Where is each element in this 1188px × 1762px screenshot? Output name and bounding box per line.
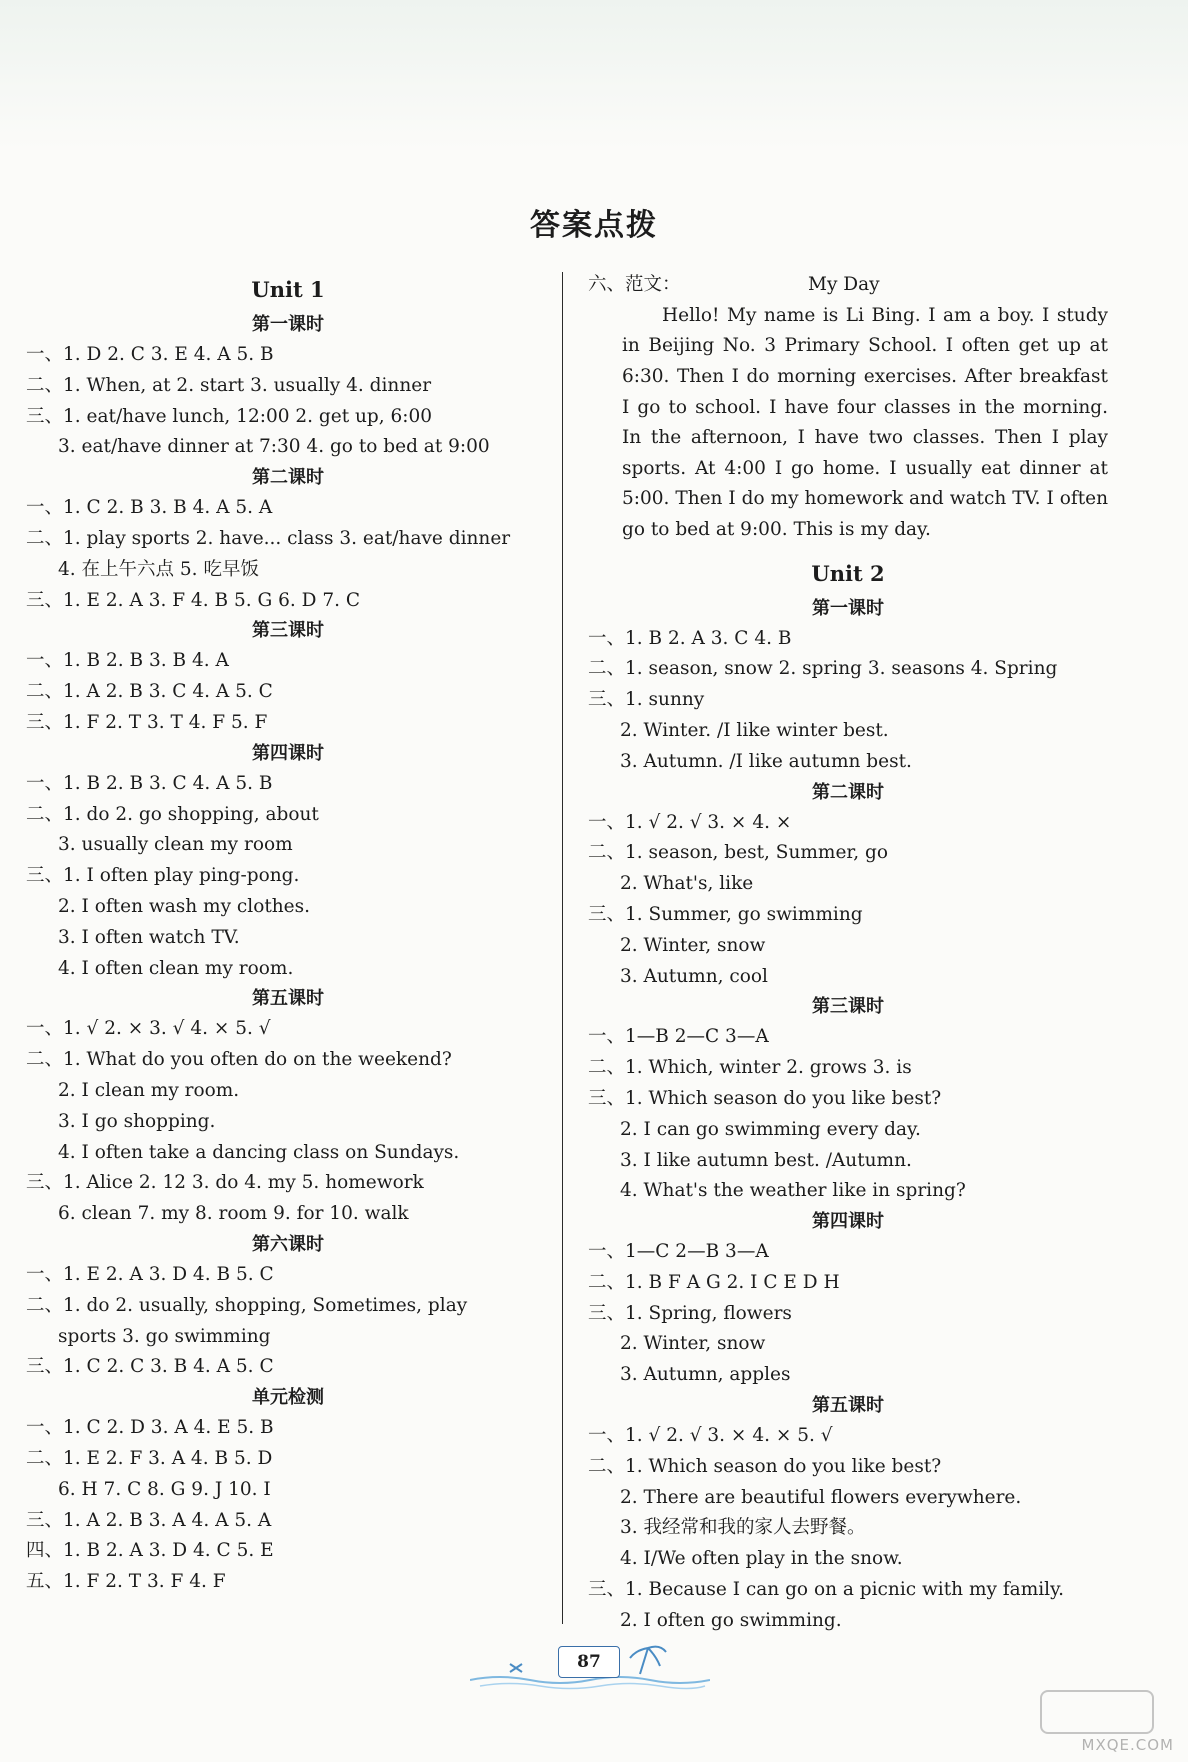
unit-heading: Unit 2 — [811, 560, 885, 586]
answer-line: 4. I/We often play in the snow. — [620, 1548, 903, 1570]
answer-line: 三、1. sunny — [588, 689, 705, 711]
answer-line: 三、1. eat/have lunch, 12:00 2. get up, 6:00 — [26, 405, 433, 427]
essay-label: 六、范文： — [588, 274, 681, 295]
watermark-logo-icon — [1040, 1690, 1154, 1734]
answer-line: 三、1. Alice 2. 12 3. do 4. my 5. homework — [26, 1172, 424, 1194]
answer-line: 一、1. C 2. B 3. B 4. A 5. A — [26, 497, 273, 519]
answer-line: 四、1. B 2. A 3. D 4. C 5. E — [26, 1540, 274, 1562]
answer-line: 二、1. E 2. F 3. A 4. B 5. D — [26, 1447, 273, 1469]
answer-line: 4. What's the weather like in spring? — [620, 1180, 966, 1202]
answer-line: 二、1. season, snow 2. spring 3. seasons 4. Spring — [588, 658, 1058, 680]
answer-line: 三、1. Summer, go swimming — [588, 903, 863, 925]
answer-line: 三、1. E 2. A 3. F 4. B 5. G 6. D 7. C — [26, 589, 361, 611]
answer-line: 二、1. What do you often do on the weekend? — [26, 1049, 452, 1071]
essay-heading — [588, 270, 1108, 301]
answer-line: 一、1. √ 2. × 3. √ 4. × 5. √ — [26, 1018, 271, 1040]
answer-line: sports 3. go swimming — [58, 1325, 271, 1347]
answer-line: 2. Winter, snow — [620, 1333, 766, 1355]
answer-line: 3. I often watch TV. — [58, 926, 240, 948]
answer-line: 4. I often clean my room. — [58, 957, 294, 979]
page-number: 87 — [558, 1646, 620, 1678]
answer-line: 三、1. A 2. B 3. A 4. A 5. A — [26, 1509, 272, 1531]
column-divider — [562, 272, 563, 1624]
answer-line: 三、1. Spring, flowers — [588, 1302, 792, 1324]
answer-line: 一、1—C 2—B 3—A — [588, 1241, 769, 1263]
answer-line: 4. 在上午六点 5. 吃早饭 — [58, 558, 259, 580]
answer-line: 2. I can go swimming every day. — [620, 1118, 921, 1140]
unit-2-answers — [588, 554, 1108, 1637]
lesson-heading: 第四课时 — [252, 742, 324, 764]
answer-line: 一、1. B 2. B 3. B 4. A — [26, 650, 229, 672]
answer-line: 一、1. B 2. A 3. C 4. B — [588, 627, 792, 649]
answer-line: 三、1. I often play ping-pong. — [26, 865, 300, 887]
lesson-heading: 第六课时 — [252, 1233, 324, 1255]
answer-line: 2. Winter, snow — [620, 934, 766, 956]
answer-line: 一、1. E 2. A 3. D 4. B 5. C — [26, 1263, 274, 1285]
answer-line: 2. I often wash my clothes. — [58, 895, 310, 917]
answer-line: 二、1. do 2. go shopping, about — [26, 803, 319, 825]
watermark — [1024, 1690, 1174, 1754]
answer-line: 一、1. √ 2. √ 3. × 4. × — [588, 811, 792, 833]
unit-heading: Unit 1 — [251, 277, 325, 302]
answer-line: 2. Winter. /I like winter best. — [620, 719, 889, 741]
answer-line: 一、1. D 2. C 3. E 4. A 5. B — [26, 344, 274, 365]
answer-line: 2. There are beautiful flowers everywhere. — [620, 1486, 1022, 1508]
answer-line: 3. 我经常和我的家人去野餐。 — [620, 1517, 866, 1539]
lesson-heading: 第一课时 — [812, 597, 884, 619]
watermark-text: MXQE.COM — [1081, 1736, 1174, 1754]
answer-line: 二、1. do 2. usually, shopping, Sometimes, play — [26, 1294, 468, 1316]
answer-line: 6. H 7. C 8. G 9. J 10. I — [58, 1478, 271, 1500]
answer-line: 二、1. When, at 2. start 3. usually 4. dinner — [26, 374, 432, 396]
answer-line: 6. clean 7. my 8. room 9. for 10. walk — [58, 1203, 409, 1225]
lesson-heading: 第四课时 — [812, 1211, 884, 1233]
answer-line: 3. Autumn, cool — [620, 965, 768, 987]
answer-line: 二、1. Which season do you like best? — [588, 1455, 942, 1477]
left-column — [26, 270, 550, 1598]
answer-line: 二、1. season, best, Summer, go — [588, 842, 888, 864]
answer-line: 4. I often take a dancing class on Sundays. — [58, 1141, 460, 1163]
answer-line: 五、1. F 2. T 3. F 4. F — [26, 1571, 226, 1593]
lesson-heading: 第三课时 — [252, 620, 324, 642]
answer-line: 3. Autumn. /I like autumn best. — [620, 750, 912, 772]
essay-text: Hello! My name is Li Bing. I am a boy. I study in Beijing No. 3 Primary School. I often get up at 6:30. Then I do morning exercises. After breakfast I go to school. I have four classes in the morning. In the afternoon, I have two classes. Then I play sports. At 4:00 I go home. I usually eat dinner at 5:00. Then I do my homework and watch TV. I often go to bed at 9:00. This is my day. — [622, 304, 1108, 540]
lesson-heading: 第二课时 — [812, 781, 884, 803]
page-footer — [470, 1636, 710, 1692]
answer-line: 2. I often go swimming. — [620, 1609, 842, 1631]
answer-line: 二、1. play sports 2. have... class 3. eat/have dinner — [26, 527, 511, 549]
answer-line: 三、1. Which season do you like best? — [588, 1087, 942, 1109]
essay-body — [588, 301, 1108, 546]
answer-line: 3. usually clean my room — [58, 834, 293, 856]
right-column — [588, 270, 1108, 1637]
lesson-heading: 单元检测 — [252, 1387, 324, 1409]
lesson-heading: 第三课时 — [812, 996, 884, 1018]
answer-line: 三、1. C 2. C 3. B 4. A 5. C — [26, 1356, 274, 1378]
answer-line: 二、1. Which, winter 2. grows 3. is — [588, 1057, 912, 1079]
page-title: 答案点拨 — [530, 208, 658, 243]
answer-line: 一、1—B 2—C 3—A — [588, 1026, 769, 1048]
answer-line: 一、1. √ 2. √ 3. × 4. × 5. √ — [588, 1425, 833, 1447]
essay-title: My Day — [808, 274, 880, 295]
answer-line: 二、1. B F A G 2. I C E D H — [588, 1271, 840, 1293]
answer-line: 一、1. C 2. D 3. A 4. E 5. B — [26, 1417, 274, 1439]
answer-line: 三、1. F 2. T 3. T 4. F 5. F — [26, 711, 268, 733]
answer-line: 二、1. A 2. B 3. C 4. A 5. C — [26, 681, 273, 703]
answer-line: 3. Autumn, apples — [620, 1364, 791, 1386]
answer-line: 2. I clean my room. — [58, 1079, 240, 1101]
page-top-tint — [0, 0, 1188, 150]
answer-line: 3. I go shopping. — [58, 1110, 216, 1132]
answer-line: 一、1. B 2. B 3. C 4. A 5. B — [26, 772, 273, 794]
lesson-heading: 第五课时 — [812, 1395, 884, 1417]
answer-line: 3. I like autumn best. /Autumn. — [620, 1149, 912, 1171]
lesson-heading: 第一课时 — [252, 314, 324, 335]
lesson-heading: 第二课时 — [252, 467, 324, 489]
answer-line: 三、1. Because I can go on a picnic with my family. — [588, 1579, 1064, 1601]
answer-line: 3. eat/have dinner at 7:30 4. go to bed at 9:00 — [58, 436, 490, 458]
lesson-heading: 第五课时 — [252, 988, 324, 1010]
answer-line: 2. What's, like — [620, 873, 754, 895]
